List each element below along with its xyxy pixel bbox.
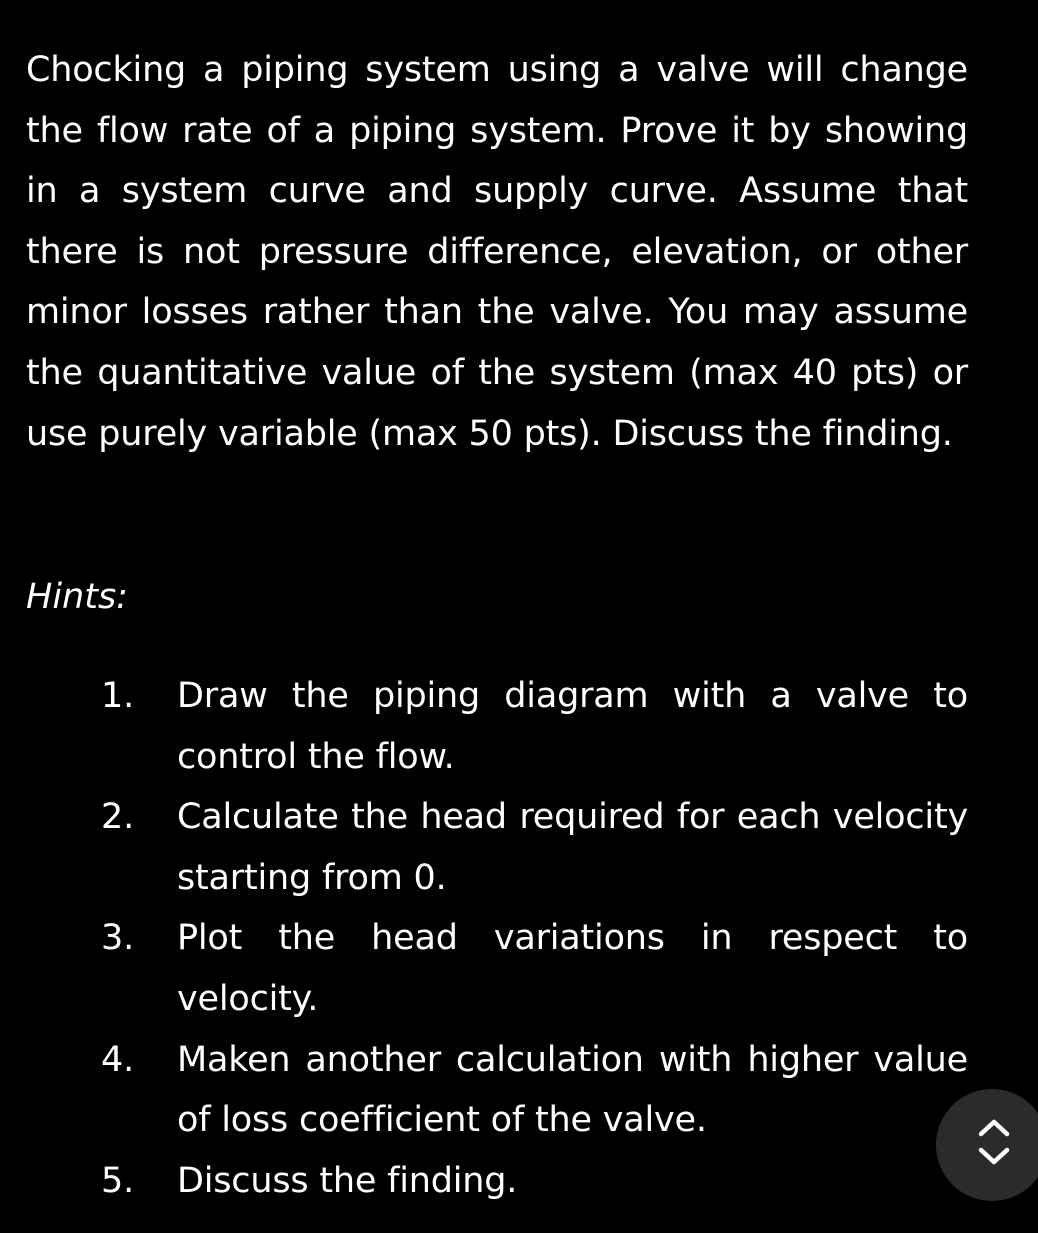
hint-number: 4. — [101, 1039, 134, 1080]
hint-item — [26, 1030, 968, 1151]
hint-text: Calculate the head required for each velocity starting from 0. — [177, 797, 968, 898]
scroll-nav-button[interactable] — [936, 1089, 1038, 1201]
question-content — [26, 40, 968, 1201]
hint-text: Plot the head variations in respect to velocity. — [177, 918, 968, 1019]
hints-label: Hints: — [26, 577, 128, 617]
hint-text: Discuss the finding. — [177, 1160, 518, 1201]
hint-number: 5. — [101, 1160, 134, 1201]
hint-item — [26, 1151, 968, 1212]
hint-item — [26, 666, 968, 787]
hint-list — [26, 666, 968, 1211]
hint-text: Draw the piping diagram with a valve to control the flow. — [177, 676, 968, 777]
hint-number: 2. — [101, 797, 134, 838]
hint-item — [26, 908, 968, 1029]
chevron-up-down-icon — [978, 1116, 1010, 1168]
question-paragraph: Chocking a piping system using a valve will change the flow rate of a piping system. Prove it by showing in a system curve and supply curve. Assume that there is not pressure difference, elevation, or other minor losses rather than the valve. You may assume the quantitative value of the system (max 40 pts) or use purely variable (max 50 pts). Discuss the finding. — [26, 50, 968, 454]
hint-number: 1. — [101, 676, 134, 716]
hint-number: 3. — [101, 918, 134, 959]
hint-text: Maken another calculation with higher value of loss coefficient of the valve. — [177, 1039, 968, 1141]
hint-item — [26, 787, 968, 908]
